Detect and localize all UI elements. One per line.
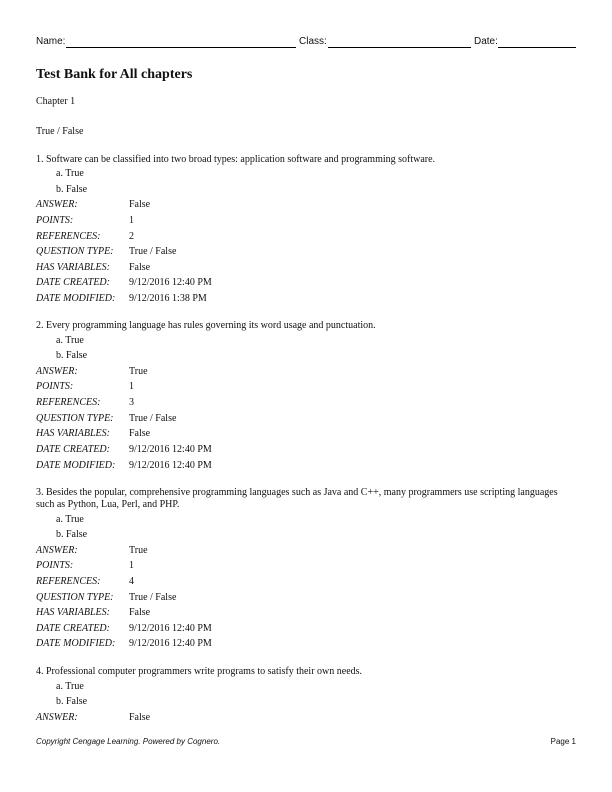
question-4-option-a: a. True (56, 681, 84, 692)
references-key: REFERENCES: (36, 231, 101, 242)
answer-value: True (129, 366, 148, 377)
references-key: REFERENCES: (36, 576, 101, 587)
points-key: POINTS: (36, 381, 74, 392)
question-3-option-a: a. True (56, 514, 84, 525)
date-created-key: DATE CREATED: (36, 623, 110, 634)
page-title: Test Bank for All chapters (36, 67, 193, 82)
date-created-value: 9/12/2016 12:40 PM (129, 623, 212, 634)
student-info-header (36, 36, 576, 50)
question-1-option-b: b. False (56, 184, 88, 195)
footer-copyright: Copyright Cengage Learning. Powered by Cognero. (36, 737, 221, 746)
points-value: 1 (129, 381, 134, 392)
date-modified-key: DATE MODIFIED: (36, 293, 116, 304)
question-3-text: 3. Besides the popular, comprehensive programming languages such as Java and C++, many programmers use scripting languages such as Python, Lua, Perl, and PHP. (36, 487, 558, 510)
date-created-key: DATE CREATED: (36, 277, 110, 288)
date-label: Date: (474, 36, 498, 47)
references-key: REFERENCES: (36, 397, 101, 408)
has-variables-value: False (129, 428, 151, 439)
answer-key: ANSWER: (36, 366, 78, 377)
question-1-text: 1. Software can be classified into two broad types: application software and programming software. (36, 154, 436, 165)
class-label: Class: (299, 36, 327, 47)
has-variables-value: False (129, 262, 151, 273)
date-modified-value: 9/12/2016 12:40 PM (129, 638, 212, 649)
question-2-option-a: a. True (56, 335, 84, 346)
answer-value: False (129, 712, 151, 723)
references-value: 3 (129, 397, 134, 408)
question-2-text: 2. Every programming language has rules governing its word usage and punctuation. (36, 320, 376, 331)
points-key: POINTS: (36, 560, 74, 571)
name-line[interactable] (66, 47, 296, 48)
references-value: 4 (129, 576, 134, 587)
points-key: POINTS: (36, 215, 74, 226)
question-type-value: True / False (129, 413, 177, 424)
question-type-key: QUESTION TYPE: (36, 592, 114, 603)
date-line[interactable] (498, 47, 576, 48)
date-created-key: DATE CREATED: (36, 444, 110, 455)
footer-page-number: Page 1 (550, 737, 576, 746)
date-modified-value: 9/12/2016 12:40 PM (129, 460, 212, 471)
has-variables-key: HAS VARIABLES: (36, 428, 110, 439)
has-variables-key: HAS VARIABLES: (36, 607, 110, 618)
answer-value: True (129, 545, 148, 556)
answer-key: ANSWER: (36, 545, 78, 556)
question-4-text: 4. Professional computer programmers write programs to satisfy their own needs. (36, 666, 363, 677)
question-type-value: True / False (129, 592, 177, 603)
answer-key: ANSWER: (36, 712, 78, 723)
answer-key: ANSWER: (36, 199, 78, 210)
references-value: 2 (129, 231, 134, 242)
has-variables-key: HAS VARIABLES: (36, 262, 110, 273)
question-2-option-b: b. False (56, 350, 88, 361)
question-3-option-b: b. False (56, 529, 88, 540)
chapter-heading: Chapter 1 (36, 96, 76, 107)
class-line[interactable] (328, 47, 471, 48)
date-created-value: 9/12/2016 12:40 PM (129, 277, 212, 288)
has-variables-value: False (129, 607, 151, 618)
date-modified-value: 9/12/2016 1:38 PM (129, 293, 207, 304)
points-value: 1 (129, 560, 134, 571)
question-type-key: QUESTION TYPE: (36, 246, 114, 257)
question-type-key: QUESTION TYPE: (36, 413, 114, 424)
question-4-option-b: b. False (56, 696, 88, 707)
date-created-value: 9/12/2016 12:40 PM (129, 444, 212, 455)
question-type-value: True / False (129, 246, 177, 257)
question-1-option-a: a. True (56, 168, 84, 179)
date-modified-key: DATE MODIFIED: (36, 460, 116, 471)
date-modified-key: DATE MODIFIED: (36, 638, 116, 649)
section-heading: True / False (36, 126, 84, 137)
name-label: Name: (36, 36, 66, 47)
answer-value: False (129, 199, 151, 210)
points-value: 1 (129, 215, 134, 226)
